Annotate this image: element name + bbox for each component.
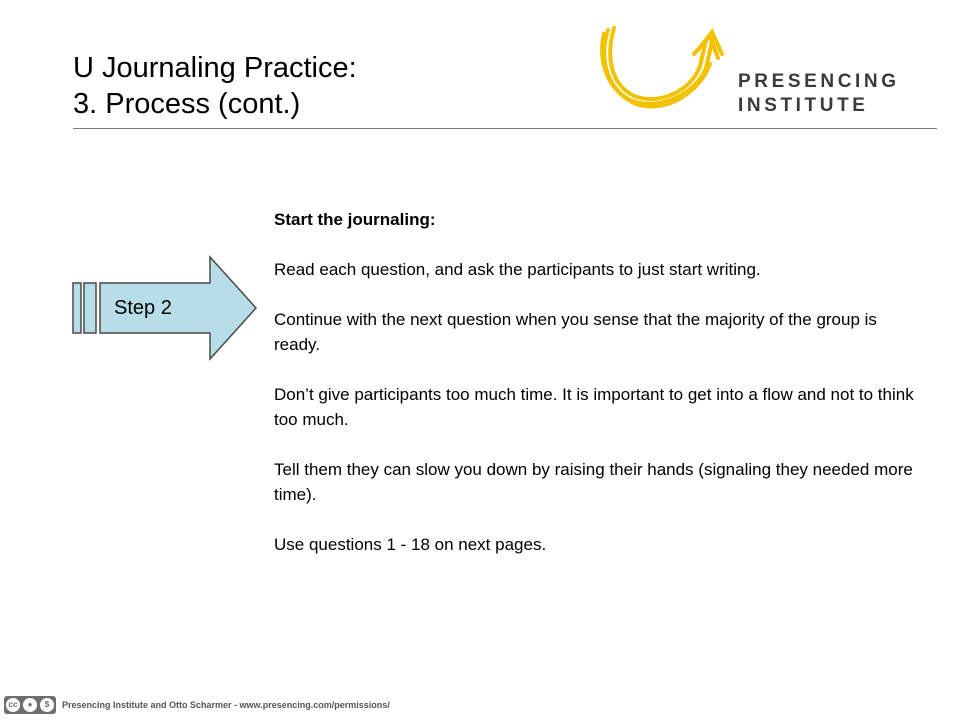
instruction-paragraph: Don’t give participants too much time. It is important to get into a flow and not to think too much. bbox=[274, 385, 914, 429]
instructions-heading: Start the journaling: bbox=[274, 210, 436, 229]
instruction-paragraph: Continue with the next question when you sense that the majority of the group is ready. bbox=[274, 310, 877, 354]
cc-icon: cc bbox=[6, 698, 20, 712]
nc-icon: $ bbox=[40, 698, 54, 712]
slide-title-line2: 3. Process (cont.) bbox=[73, 88, 301, 120]
title-divider bbox=[73, 128, 937, 129]
license-footer bbox=[0, 690, 420, 720]
presencing-institute-logo-text bbox=[738, 70, 900, 118]
step-label: Step 2 bbox=[114, 297, 172, 319]
instruction-paragraph: Read each question, and ask the participants to just start writing. bbox=[274, 260, 761, 279]
footer-credit: Presencing Institute and Otto Scharmer - www.presencing.com/permissions/ bbox=[62, 700, 390, 710]
logo-line1: PRESENCING bbox=[738, 71, 900, 92]
slide-title-line1: U Journaling Practice: bbox=[73, 52, 357, 84]
instruction-paragraph: Tell them they can slow you down by raising their hands (signaling they needed more time). bbox=[274, 460, 913, 504]
instruction-paragraph: Use questions 1 - 18 on next pages. bbox=[274, 535, 547, 554]
cc-license-badge bbox=[4, 696, 56, 714]
by-icon: ● bbox=[23, 698, 37, 712]
presencing-u-arrow-logo-icon bbox=[596, 24, 736, 114]
slide-title bbox=[73, 50, 357, 122]
logo-line2: INSTITUTE bbox=[738, 95, 869, 116]
instructions-body bbox=[274, 207, 924, 582]
